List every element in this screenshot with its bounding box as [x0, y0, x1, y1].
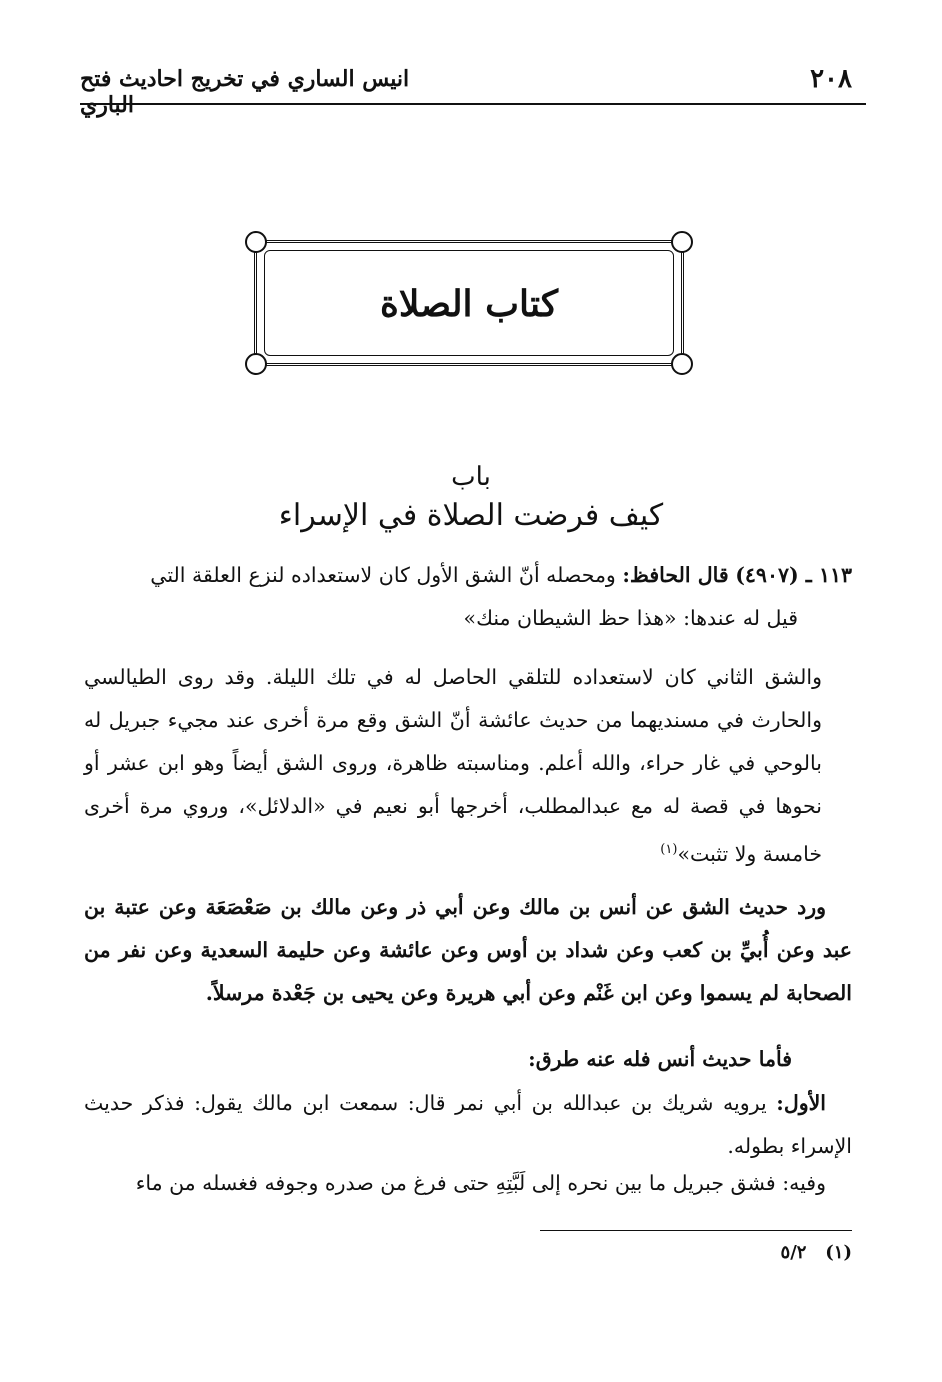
hadith-quote — [84, 656, 852, 876]
hadith-text-line2: قيل له عندها: «هذا حظ الشيطان منك» — [463, 606, 798, 630]
hadith-quote-body: والشق الثاني كان لاستعداده للتلقي الحاصل له في تلك الليلة. وقد روى الطيالسي والحارث في مسنديهما من حديث عائشة أنّ الشق وقع مرة أخرى عند مجيء جبريل له بالوحي في غار حراء، والله أعلم. ومناسبته ظاهرة، وروى الشق أيضاً وهو ابن عشر أو نحوها في قصة له مع عبدالمطلب، أخرجها أبو نعيم في «الدلائل»، وروي مرة أخرى خامسة ولا تثبت» — [84, 665, 822, 866]
frame-ornament — [671, 353, 693, 375]
commentary-heading: فأما حديث أنس فله عنه طرق: — [528, 1047, 792, 1071]
and-in-it-paragraph — [84, 1162, 852, 1205]
first-route-text: يرويه شريك بن عبدالله بن أبي نمر قال: سمعت ابن مالك يقول: فذكر حديث الإسراء بطوله. — [84, 1091, 852, 1158]
footnote — [781, 1242, 852, 1263]
chapter-title: كيف فرضت الصلاة في الإسراء — [278, 498, 664, 533]
page-number: ٢٠٨ — [810, 64, 852, 94]
commentary-para1: ورد حديث الشق عن أنس بن مالك وعن أبي ذر وعن مالك بن صَعْصَعَة وعن عتبة بن عبد وعن أُبيِّ بن كعب وعن شداد بن أوس وعن عائشة وعن حليمة السعدية وعن نفر من الصحابة لم يسموا وعن ابن غَنْم وعن أبي هريرة وعن يحيى بن جَعْدة مرسلاً. — [84, 895, 852, 1005]
first-route-paragraph — [84, 1082, 852, 1168]
header-rule — [80, 103, 866, 105]
frame-ornament — [671, 231, 693, 253]
first-route-label: الأول: — [776, 1091, 826, 1115]
chapter-label: باب — [451, 462, 491, 492]
and-in-it-text: وفيه: فشق جبريل ما بين نحره إلى لَبَّتِهِ حتى فرغ من صدره وجوفه فغسله من ماء — [135, 1171, 826, 1195]
frame-ornament — [245, 353, 267, 375]
footnote-reference: (١) — [660, 842, 678, 857]
book-title-frame — [254, 240, 684, 366]
frame-ornament — [245, 231, 267, 253]
footnote-rule — [540, 1230, 852, 1231]
hadith-speaker: قال الحافظ: — [622, 563, 729, 587]
running-header-title: انيس الساري في تخريج احاديث فتح الباري — [80, 66, 410, 118]
book-title: كتاب الصلاة — [380, 283, 558, 325]
footnote-text: ٥/٢ — [780, 1242, 807, 1263]
hadith-entry — [84, 554, 852, 640]
hadith-text-line1: ومحصله أنّ الشق الأول كان لاستعداده لنزع العلقة التي — [150, 563, 616, 587]
hadith-number: ١١٣ ـ (٤٩٠٧) — [735, 563, 852, 587]
commentary-paragraph — [84, 886, 852, 1015]
footnote-marker: (١) — [825, 1242, 852, 1263]
